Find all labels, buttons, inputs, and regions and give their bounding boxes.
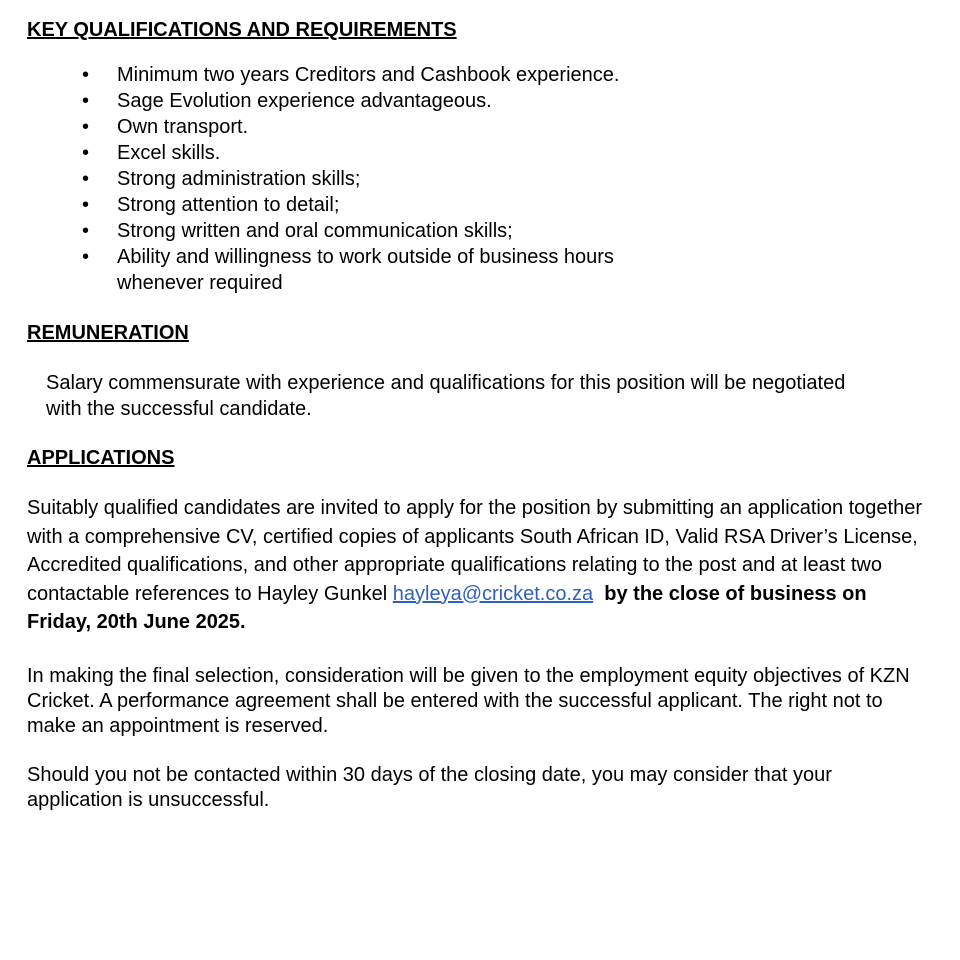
remuneration-heading: REMUNERATION (27, 322, 189, 344)
list-item: • Strong administration skills; (0, 166, 760, 192)
list-item: • Strong written and oral communication skills; (0, 218, 760, 244)
key-qualifications-heading: KEY QUALIFICATIONS AND REQUIREMENTS (27, 19, 457, 41)
remuneration-text: Salary commensurate with experience and qualifications for this position will be negotiated with the successful candidate. (46, 372, 846, 420)
list-item: • Own transport. (0, 114, 760, 140)
selection-paragraph: In making the final selection, consideration will be given to the employment equity objectives of KZN Cricket. A performance agreement shall be entered with the successful applicant. The right not to make an appointment is reserved. (27, 665, 910, 737)
requirements-list (0, 62, 760, 296)
list-item: • Sage Evolution experience advantageous. (0, 88, 760, 114)
list-item: • Ability and willingness to work outside of business hours whenever required (0, 244, 637, 296)
email-link[interactable]: hayleya@cricket.co.za (392, 582, 594, 605)
list-item: • Strong attention to detail; (0, 192, 760, 218)
unsuccessful-notice-paragraph: Should you not be contacted within 30 days of the closing date, you may consider that your application is unsuccessful. (27, 764, 832, 811)
list-item: • Minimum two years Creditors and Cashbook experience. (0, 62, 760, 88)
list-item: • Excel skills. (0, 140, 760, 166)
applications-paragraph (27, 494, 927, 637)
closing-date-text: by the close of business on Friday, 20th June 2025. (27, 582, 867, 633)
applications-text: Suitably qualified candidates are invited to apply for the position by submitting an application together with a comprehensive CV, certified copies of applicants South African ID, Valid RSA Driver’s License, Accredited qualifications, and other appropriate qualifications relating to the post and at least two contactable references to Hayley Gunkel (27, 497, 923, 605)
applications-heading: APPLICATIONS (27, 447, 175, 469)
